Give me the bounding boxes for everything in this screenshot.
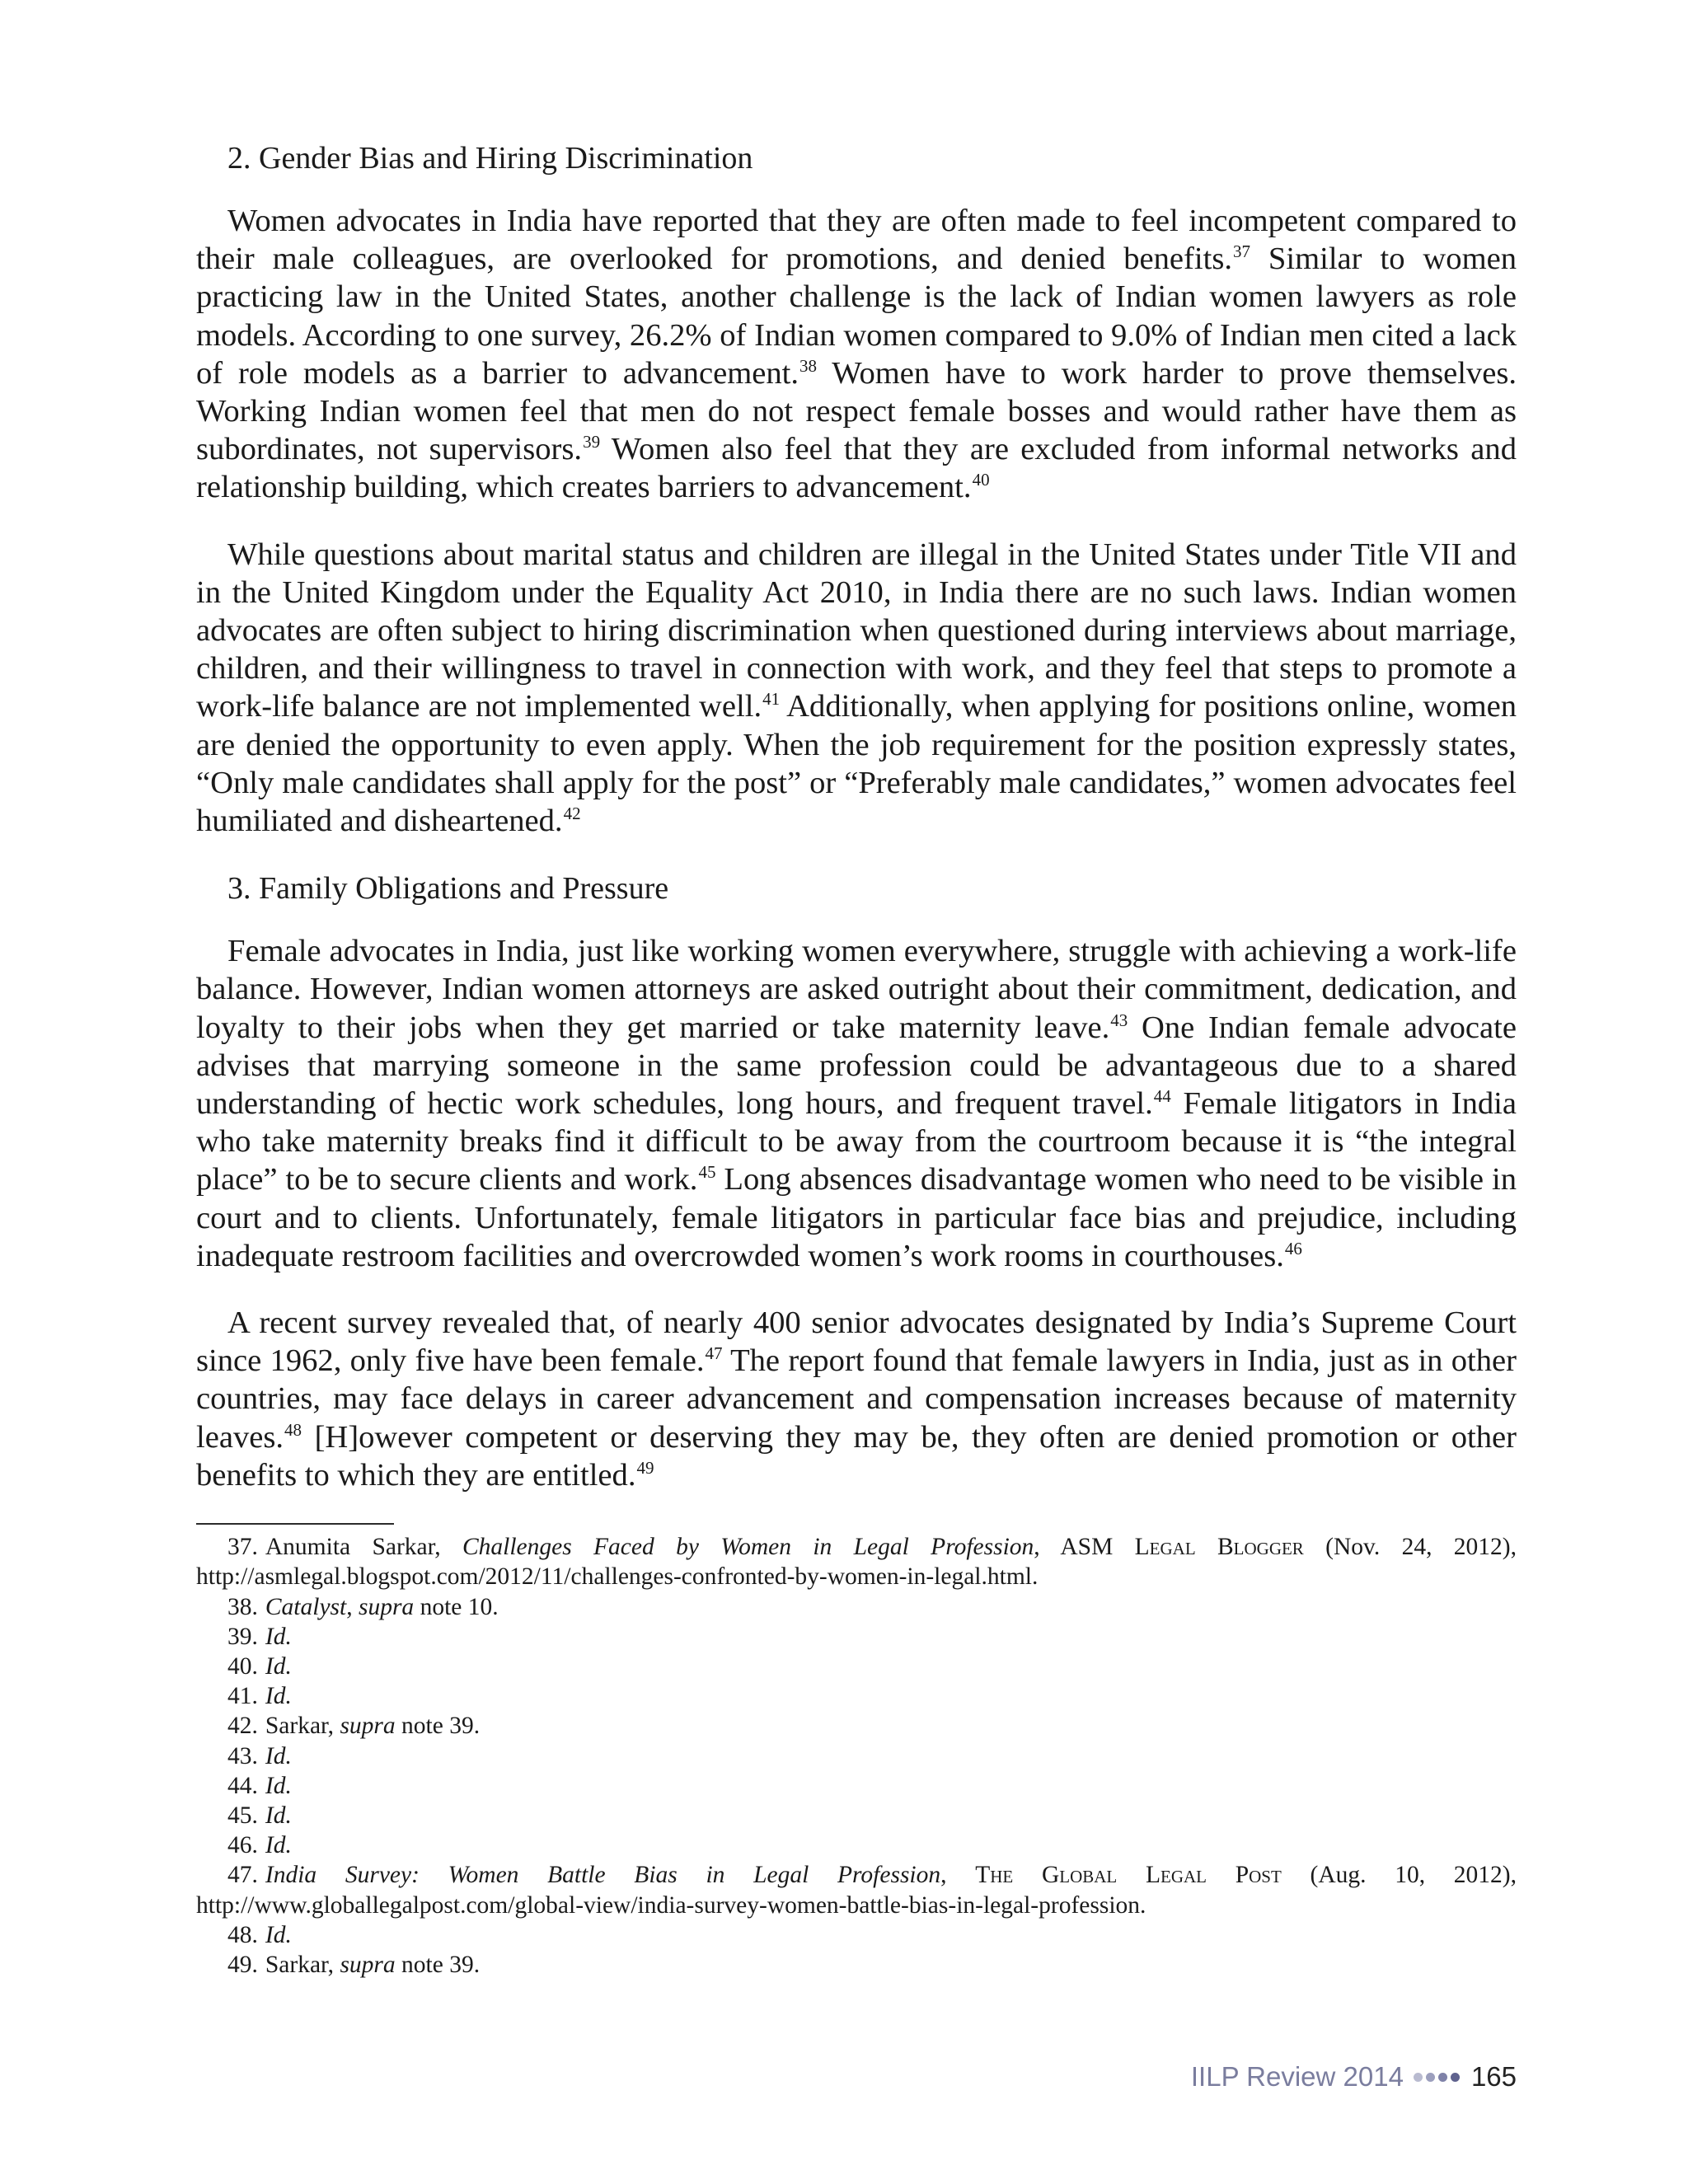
footnote-item [196, 1622, 1517, 1652]
paragraph-text: [H]owever competent or deserving they may be, they often are denied promotion or other benefits to which they are entitled. [196, 1419, 1517, 1493]
footnote-publication: The Global Legal Post [975, 1862, 1282, 1889]
page-footer [1191, 2060, 1517, 2093]
paragraph-text: Women advocates in India have reported that they are often made to feel incompetent compared to their male colleagues, are overlooked for promotions, and denied benefits. [196, 204, 1517, 277]
footnote-signal: Id. [265, 1652, 292, 1680]
footnote-ref[interactable]: 38 [799, 355, 817, 376]
footnote-number: 44. [227, 1772, 258, 1799]
footnote-ref[interactable]: 47 [705, 1343, 723, 1364]
footnote-ref[interactable]: 49 [636, 1457, 654, 1478]
footnote-text: note 39. [395, 1951, 481, 1978]
footnote-ref[interactable]: 39 [583, 432, 601, 452]
footnote-item [196, 1771, 1517, 1801]
footnote-item [196, 1860, 1517, 1919]
footnote-ref[interactable]: 37 [1232, 241, 1250, 262]
footnote-title: India Survey: Women Battle Bias in Legal Profession [265, 1862, 941, 1889]
footnote-number: 46. [227, 1832, 258, 1859]
footnote-item [196, 1801, 1517, 1830]
footnote-divider [196, 1523, 394, 1525]
article-body [196, 138, 1517, 1980]
footnote-signal: Id. [265, 1772, 292, 1799]
footer-dot [1414, 2073, 1423, 2082]
footnote-signal: Id. [265, 1832, 292, 1859]
footnote-number: 48. [227, 1921, 258, 1948]
footnote-text: Anumita Sarkar, [265, 1534, 462, 1561]
paragraph-text: While questions about marital status and children are illegal in the United States under Title VII and in the United Kingdom under the Equality Act 2010, in India there are no such laws. Indian women advocates are often subject to hiring discrimination when questioned during interviews about marriage, children, and their willingness to travel in connection with work, and they feel that steps to promote a work-life balance are not implemented well. [196, 537, 1517, 724]
footnotes [196, 1532, 1517, 1980]
section-heading-gender-bias: 2. Gender Bias and Hiring Discrimination [227, 141, 753, 176]
footnote-item [196, 1741, 1517, 1771]
paragraph-text: Similar to women practicing law in the United States, another challenge is the lack of Indian women lawyers as role models. According to one survey, 26.2% of Indian women compared to 9.0% of Indian men cited a lack of role models as a barrier to advancement. [196, 241, 1517, 391]
footnote-signal: Id. [265, 1742, 292, 1769]
footnote-item [196, 1950, 1517, 1980]
footnote-ref[interactable]: 48 [284, 1419, 302, 1440]
paragraph [196, 202, 1517, 507]
paragraph-text: Long absences disadvantage women who need to be visible in court and to clients. Unfortunately, female litigators in particular face bias and prejudice, including inadequate restroom facilities and overcrowded women’s work rooms in courthouses. [196, 1162, 1517, 1273]
footnote-number: 43. [227, 1742, 258, 1769]
footer-dot [1426, 2073, 1435, 2082]
footnote-signal: Id. [265, 1921, 292, 1948]
footnote-item [196, 1532, 1517, 1591]
footnote-item [196, 1681, 1517, 1711]
footnote-item [196, 1920, 1517, 1950]
footer-dots-icon [1414, 2073, 1463, 2082]
footnote-signal: supra [358, 1593, 415, 1620]
footnote-url[interactable]: (Aug. 10, 2012), http://www.globallegalpost.com/global-view/india-survey-women-battle-bias-in-legal-profession. [196, 1862, 1517, 1919]
footnote-number: 38. [227, 1593, 258, 1620]
paragraph-text: A recent survey revealed that, of nearly 400 senior advocates designated by India’s Supreme Court since 1962, only five have been female. [196, 1305, 1517, 1379]
footnote-ref[interactable]: 46 [1284, 1238, 1302, 1258]
footnote-item [196, 1592, 1517, 1622]
footnote-signal: supra [340, 1713, 396, 1740]
footnote-signal: Id. [265, 1802, 292, 1829]
footer-dot [1438, 2073, 1447, 2082]
paragraph-text: Female litigators in India who take maternity breaks find it difficult to be away from the courtroom because it is “the integral place” to be to secure clients and work. [196, 1086, 1517, 1197]
footnote-number: 39. [227, 1623, 258, 1650]
footnote-url[interactable]: (Nov. 24, 2012), http://asmlegal.blogspot.com/2012/11/challenges-confronted-by-women-in-legal.html. [196, 1534, 1517, 1591]
footnote-signal: Id. [265, 1623, 292, 1650]
footnote-number: 49. [227, 1951, 258, 1978]
paragraph-text: The report found that female lawyers in India, just as in other countries, may face delays in career advancement and compensation increases because of maternity leaves. [196, 1343, 1517, 1455]
footnote-number: 42. [227, 1713, 258, 1740]
footnote-text: , [940, 1862, 976, 1889]
footnote-item [196, 1711, 1517, 1741]
footnote-signal: supra [340, 1951, 396, 1978]
footer-dot [1451, 2073, 1460, 2082]
footnote-text: , [346, 1593, 359, 1620]
footnote-ref[interactable]: 44 [1153, 1086, 1171, 1107]
page-number: 165 [1470, 2061, 1517, 2092]
journal-name: IILP Review 2014 [1190, 2061, 1404, 2092]
footnote-ref[interactable]: 45 [698, 1162, 716, 1183]
footnote-ref[interactable]: 40 [972, 470, 990, 490]
paragraph-text: Female advocates in India, just like working women everywhere, struggle with achieving a work-life balance. However, Indian women attorneys are asked outright about their commitment, dedication, and loyalty to their jobs when they get married or take maternity leave. [196, 934, 1517, 1045]
footnote-ref[interactable]: 41 [762, 689, 781, 710]
footnote-text: note 10. [414, 1593, 499, 1620]
footnote-number: 41. [227, 1683, 258, 1710]
footnote-text: note 39. [395, 1713, 481, 1740]
paragraph-text: Women have to work harder to prove themselves. Working Indian women feel that men do not respect female bosses and would rather have them as subordinates, not supervisors. [196, 355, 1517, 467]
footnote-number: 45. [227, 1802, 258, 1829]
footnote-signal: Id. [265, 1683, 292, 1710]
footnote-number: 47. [227, 1862, 258, 1889]
footnote-text: , ASM [1034, 1534, 1135, 1561]
footnote-ref[interactable]: 42 [563, 804, 581, 824]
footnote-item [196, 1652, 1517, 1681]
footnote-title: Catalyst [265, 1593, 347, 1620]
footnote-item [196, 1830, 1517, 1860]
paragraph [196, 932, 1517, 1275]
paragraph-text: One Indian female advocate advises that marrying someone in the same profession could be advantageous due to a shared understanding of hectic work schedules, long hours, and frequent travel. [196, 1010, 1517, 1122]
footnote-text: Sarkar, [265, 1951, 340, 1978]
footnote-text: Sarkar, [265, 1713, 340, 1740]
paragraph-text: Women also feel that they are excluded from informal networks and relationship building, which creates barriers to advancement. [196, 432, 1517, 505]
paragraph [196, 536, 1517, 841]
footnote-title: Challenges Faced by Women in Legal Profession [462, 1534, 1034, 1561]
footnote-publication: Legal Blogger [1134, 1534, 1304, 1561]
paragraph-text: Additionally, when applying for positions online, women are denied the opportunity to even apply. When the job requirement for the position expressly states, “Only male candidates shall apply for the post” or “Preferably male candidates,” women advocates feel humiliated and disheartened. [196, 689, 1517, 839]
footnote-number: 37. [227, 1534, 258, 1561]
footnote-ref[interactable]: 43 [1110, 1010, 1128, 1030]
paragraph [196, 1304, 1517, 1494]
section-heading-family-obligations: 3. Family Obligations and Pressure [227, 871, 669, 907]
footnote-number: 40. [227, 1652, 258, 1680]
